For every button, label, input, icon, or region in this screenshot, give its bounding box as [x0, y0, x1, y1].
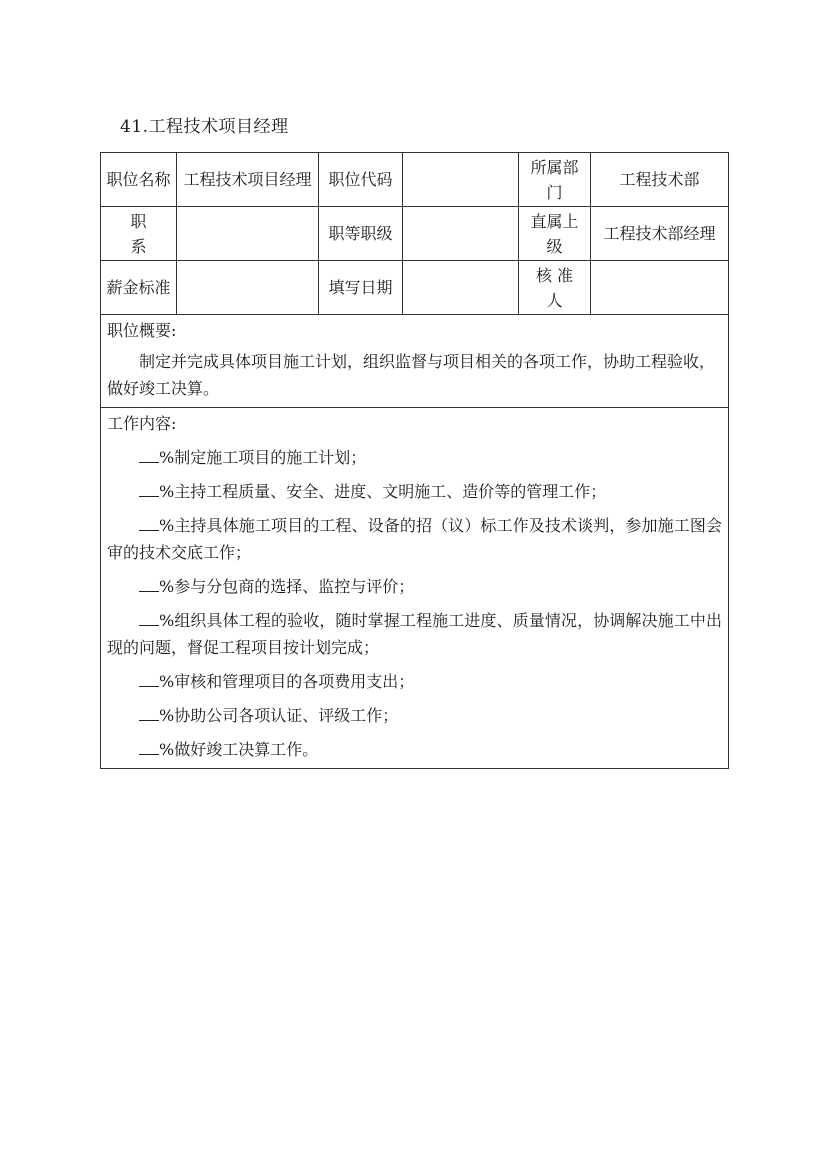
percent-blank [139, 482, 159, 497]
duty-text: 组织具体工程的验收，随时掌握工程施工进度、质量情况，协调解决施工中出现的问题，督促工程项目按计划完成； [107, 611, 722, 657]
duty-text: 协助公司各项认证、评级工作； [174, 706, 399, 725]
percent-sign: % [159, 448, 175, 467]
percent-sign: % [159, 577, 175, 596]
header-row-1 [101, 153, 729, 207]
percent-blank [139, 577, 159, 592]
percent-sign: % [159, 672, 175, 691]
duty-item [107, 600, 722, 661]
value-position-code [403, 153, 519, 207]
duty-text: 参与分包商的选择、监控与评价； [174, 577, 415, 596]
header-row-2 [101, 207, 729, 261]
duty-text: 审核和管理项目的各项费用支出； [174, 672, 415, 691]
duties-row [101, 408, 729, 769]
percent-sign: % [159, 516, 175, 535]
duty-item [107, 505, 722, 566]
percent-blank [139, 740, 159, 755]
label-salary-standard: 薪金标准 [101, 261, 177, 315]
value-department: 工程技术部 [591, 153, 729, 207]
value-approver [591, 261, 729, 315]
duty-item [107, 661, 722, 695]
percent-sign: % [159, 740, 175, 759]
duty-text: 做好竣工决算工作。 [174, 740, 319, 759]
percent-blank [139, 516, 159, 531]
page-title: 41.工程技术项目经理 [120, 117, 289, 137]
label-fill-date: 填写日期 [319, 261, 403, 315]
header-row-3 [101, 261, 729, 315]
label-job-family: 职 系 [101, 207, 177, 261]
summary-cell [101, 315, 729, 408]
label-direct-supervisor: 直属上级 [519, 207, 591, 261]
summary-heading: 职位概要: [107, 321, 177, 340]
duty-list [107, 437, 722, 763]
duty-item [107, 729, 722, 763]
label-approver: 核 准 人 [519, 261, 591, 315]
summary-text: 制定并完成具体项目施工计划，组织监督与项目相关的各项工作，协助工程验收，做好竣工决算。 [107, 352, 716, 398]
value-salary-standard [177, 261, 319, 315]
duties-heading: 工作内容: [107, 414, 177, 433]
duties-cell [101, 408, 729, 769]
percent-blank [139, 611, 159, 626]
label-department: 所属部门 [519, 153, 591, 207]
value-job-family [177, 207, 319, 261]
duty-item [107, 437, 722, 471]
value-job-grade [403, 207, 519, 261]
job-description-table [100, 152, 729, 769]
duty-item [107, 566, 722, 600]
duty-text: 制定施工项目的施工计划； [174, 448, 367, 467]
summary-row [101, 315, 729, 408]
percent-blank [139, 672, 159, 687]
percent-sign: % [159, 611, 175, 630]
duty-item [107, 695, 722, 729]
label-position-code: 职位代码 [319, 153, 403, 207]
value-direct-supervisor: 工程技术部经理 [591, 207, 729, 261]
label-position-name: 职位名称 [101, 153, 177, 207]
percent-sign: % [159, 706, 175, 725]
percent-sign: % [159, 482, 175, 501]
value-position-name: 工程技术项目经理 [177, 153, 319, 207]
label-job-grade: 职等职级 [319, 207, 403, 261]
duty-text: 主持具体施工项目的工程、设备的招（议）标工作及技术谈判，参加施工图会审的技术交底工作； [107, 516, 722, 562]
percent-blank [139, 448, 159, 463]
duty-item [107, 471, 722, 505]
value-fill-date [403, 261, 519, 315]
percent-blank [139, 706, 159, 721]
duty-text: 主持工程质量、安全、进度、文明施工、造价等的管理工作； [174, 482, 607, 501]
